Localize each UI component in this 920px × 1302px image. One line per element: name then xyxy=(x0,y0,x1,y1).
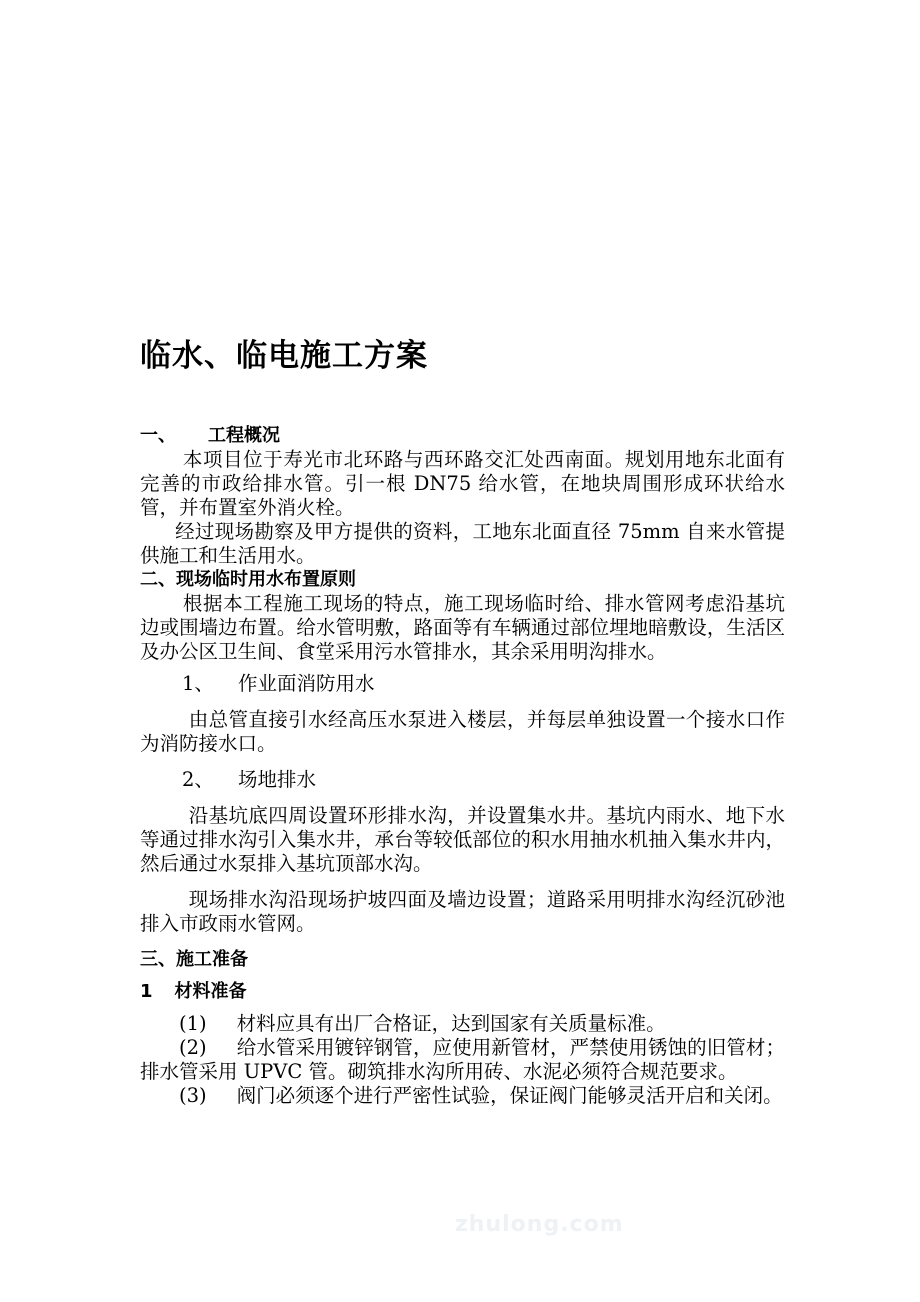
paragraph: 经过现场勘察及甲方提供的资料，工地东北面直径 75mm 自来水管提供施工和生活用水。 xyxy=(140,520,785,567)
list-item-number: (1) xyxy=(179,1012,207,1035)
paragraph: 现场排水沟沿现场护坡四面及墙边设置；道路采用明排水沟经沉砂池排入市政雨水管网。 xyxy=(140,888,785,935)
document-title: 临水、临电施工方案 xyxy=(140,338,428,374)
paragraph: 根据本工程施工现场的特点，施工现场临时给、排水管网考虑沿基坑边或围墙边布置。给水管明敷，路面等有车辆通过部位埋地暗敷设，生活区及办公区卫生间、食堂采用污水管排水，其余采用明沟排水。 xyxy=(140,592,785,663)
document-body xyxy=(140,424,785,1108)
paragraph: 本项目位于寿光市北环路与西环路交汇处西南面。规划用地东北面有完善的市政给排水管。引一根 DN75 给水管，在地块周围形成环状给水管，并布置室外消火栓。 xyxy=(140,448,785,519)
list-item xyxy=(140,1036,785,1084)
list-item xyxy=(140,1012,785,1036)
section-heading-water-layout: 二、现场临时用水布置原则 xyxy=(140,569,356,590)
paragraph: 由总管直接引水经高压水泵进入楼层，并每层单独设置一个接水口作为消防接水口。 xyxy=(140,708,785,755)
sub-item-label: 场地排水 xyxy=(238,768,317,791)
sub-item-label: 作业面消防用水 xyxy=(238,672,375,695)
list-item xyxy=(140,1084,785,1108)
heading-text: 材料准备 xyxy=(174,981,247,1002)
sub-item-site-drainage xyxy=(140,768,785,792)
sub-item-number: 2、 xyxy=(182,768,214,791)
paragraph: 沿基坑底四周设置环形排水沟，并设置集水井。基坑内雨水、地下水等通过排水沟引入集水井，承台等较低部位的积水用抽水机抽入集水井内，然后通过水泵排入基坑顶部水沟。 xyxy=(140,804,785,875)
list-item-text: 阀门必须逐个进行严密性试验，保证阀门能够灵活开启和关闭。 xyxy=(236,1084,783,1107)
section-heading-preparation: 三、施工准备 xyxy=(140,949,248,970)
heading-text: 工程概况 xyxy=(208,425,280,446)
list-item-text: 给水管采用镀锌钢管，应使用新管材，严禁使用锈蚀的旧管材；排水管采用 UPVC 管。砌筑排水沟所用砖、水泥必须符合规范要求。 xyxy=(140,1036,785,1083)
heading-number: 一、 xyxy=(140,425,176,446)
heading-number: 1 xyxy=(140,981,153,1002)
section-heading-overview xyxy=(140,424,785,448)
list-item-number: (2) xyxy=(179,1036,207,1059)
sub-item-number: 1、 xyxy=(182,672,214,695)
sub-item-fire-water xyxy=(140,672,785,696)
sub-heading-materials xyxy=(140,980,785,1004)
list-item-text: 材料应具有出厂合格证，达到国家有关质量标准。 xyxy=(236,1012,666,1035)
list-item-number: (3) xyxy=(179,1084,207,1107)
watermark: zhulong.com xyxy=(455,1212,624,1237)
